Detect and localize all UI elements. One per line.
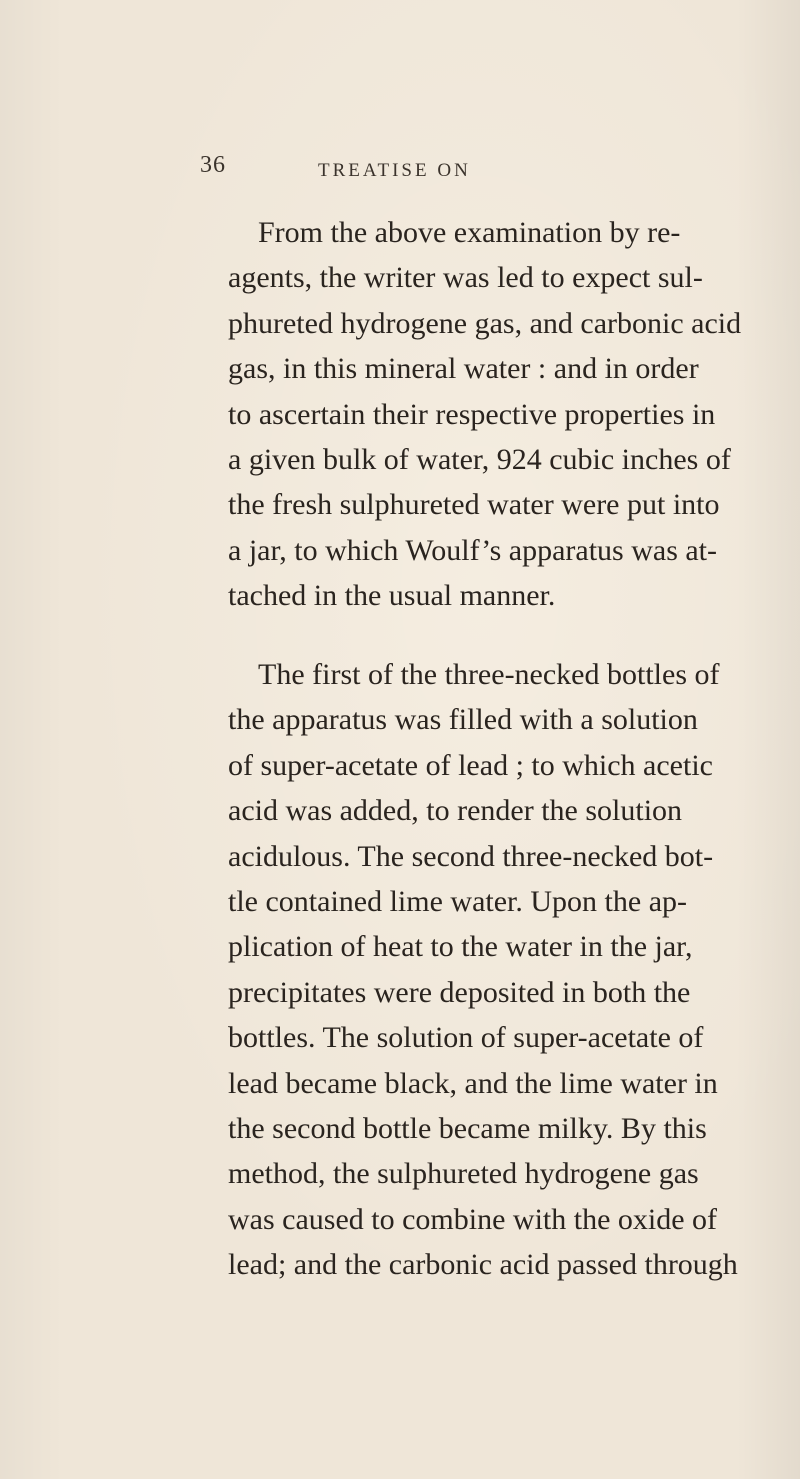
text-line: the second bottle became milky. By this [228,1112,707,1146]
text-line: a given bulk of water, 924 cubic inches of [228,443,731,477]
text-line: acidulous. The second three-necked bot- [228,839,714,873]
text-line: phureted hydrogene gas, and carbonic acid [228,306,742,340]
text-line: tached in the usual manner. [228,579,556,613]
text-line: tle contained lime water. Upon the ap- [228,885,688,919]
text-line: to ascertain their respective properties in [228,397,716,431]
text-line: method, the sulphureted hydrogene gas [228,1157,699,1191]
text-line: From the above examination by re- [258,216,681,249]
text-line: bottles. The solution of super-acetate of [228,1021,704,1055]
text-line: The first of the three-necked bottles of [258,658,720,691]
text-line: of super-acetate of lead ; to which acetic [228,748,713,782]
text-line: a jar, to which Woulf’s apparatus was at- [228,533,718,567]
page-number: 36 [200,152,226,178]
text-line: the fresh sulphureted water were put into [228,488,720,522]
text-line: was caused to combine with the oxide of [228,1202,718,1236]
text-line: lead became black, and the lime water in [228,1066,718,1100]
running-head: TREATISE ON [318,160,471,181]
paragraph-2 [228,652,768,1288]
text-line: agents, the writer was led to expect sul- [228,261,703,295]
text-line: acid was added, to render the solution [228,794,683,828]
text-line: gas, in this mineral water : and in order [228,352,699,386]
text-line: plication of heat to the water in the jar, [228,930,693,964]
text-line: the apparatus was filled with a solution [228,703,698,737]
paragraph-1 [228,210,768,619]
text-line: lead; and the carbonic acid passed through [228,1248,738,1282]
text-line: precipitates were deposited in both the [228,975,691,1009]
